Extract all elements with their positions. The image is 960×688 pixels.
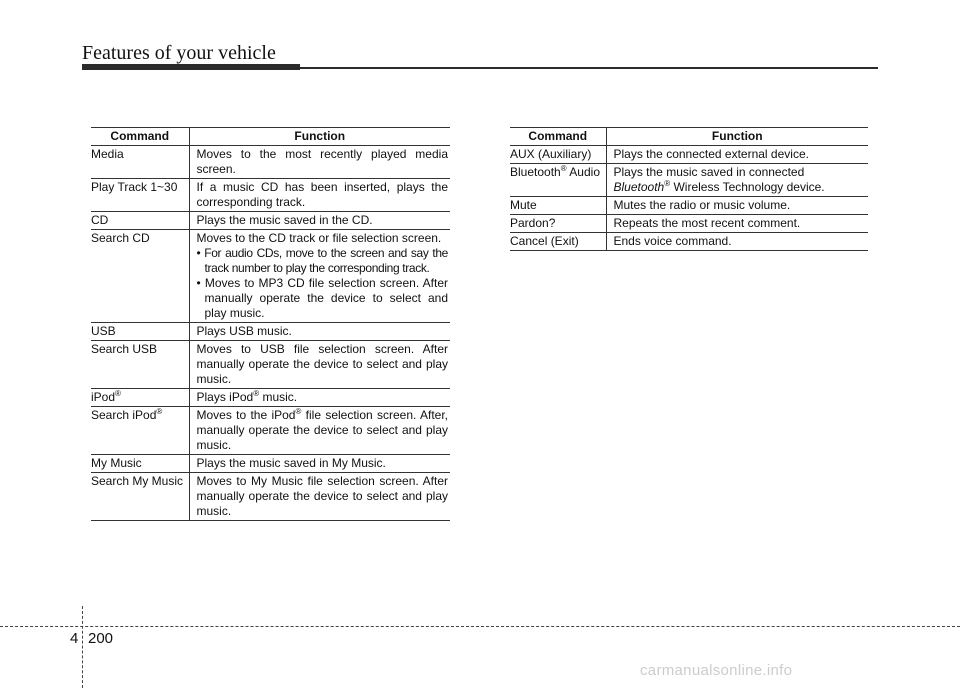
function-cell bbox=[606, 164, 868, 197]
table-row bbox=[91, 323, 450, 341]
table-row bbox=[91, 179, 450, 212]
table-row bbox=[91, 146, 450, 179]
function-cell: Moves to USB file selection screen. After manually operate the device to select and play music. bbox=[189, 341, 450, 389]
function-cell: Repeats the most recent comment. bbox=[606, 215, 868, 233]
column-header-function: Function bbox=[606, 128, 868, 146]
table-row bbox=[510, 215, 868, 233]
registered-mark: ® bbox=[664, 179, 671, 188]
function-cell: Plays the music saved in My Music. bbox=[189, 455, 450, 473]
page-number: 200 bbox=[88, 630, 114, 647]
table-row bbox=[91, 230, 450, 323]
table-row bbox=[91, 341, 450, 389]
registered-mark: ® bbox=[295, 407, 302, 416]
table-row bbox=[510, 197, 868, 215]
command-cell: Search My Music bbox=[91, 473, 189, 521]
column-header-function: Function bbox=[189, 128, 450, 146]
header-rule-thin bbox=[300, 67, 878, 69]
table-row bbox=[91, 455, 450, 473]
command-text: Bluetooth bbox=[510, 165, 561, 179]
command-text: iPod bbox=[91, 390, 116, 404]
function-text: Plays the music saved in connected bbox=[613, 165, 805, 179]
command-cell: My Music bbox=[91, 455, 189, 473]
command-cell: CD bbox=[91, 212, 189, 230]
command-text: Audio bbox=[566, 165, 600, 179]
function-text-italic: Bluetooth bbox=[613, 180, 665, 194]
registered-mark: ® bbox=[253, 389, 260, 398]
command-cell: Cancel (Exit) bbox=[510, 233, 606, 251]
bullet-icon: • bbox=[196, 276, 201, 290]
function-cell: Mutes the radio or music volume. bbox=[606, 197, 868, 215]
function-text: Wireless Technology device. bbox=[670, 180, 825, 194]
bullet-item bbox=[197, 246, 449, 276]
table-row bbox=[510, 146, 868, 164]
function-cell bbox=[189, 407, 450, 455]
command-cell: USB bbox=[91, 323, 189, 341]
footer-vertical-divider bbox=[82, 606, 83, 688]
table-header-row bbox=[510, 128, 868, 146]
command-cell: AUX (Auxiliary) bbox=[510, 146, 606, 164]
header-rule-thick bbox=[82, 64, 300, 70]
column-header-command: Command bbox=[510, 128, 606, 146]
function-cell bbox=[189, 389, 450, 407]
command-cell: Media bbox=[91, 146, 189, 179]
column-header-command: Command bbox=[91, 128, 189, 146]
bullet-text: Moves to MP3 CD file selection screen. After manually operate the device to select and play music. bbox=[204, 276, 448, 320]
command-cell bbox=[91, 407, 189, 455]
footer-divider bbox=[0, 626, 960, 627]
function-text: music. bbox=[259, 390, 298, 404]
chapter-number: 4 bbox=[70, 630, 79, 647]
command-cell: Play Track 1~30 bbox=[91, 179, 189, 212]
bullet-text: For audio CDs, move to the screen and say the track number to play the corresponding track. bbox=[204, 246, 449, 275]
table-row bbox=[91, 407, 450, 455]
function-text: Plays iPod bbox=[196, 390, 254, 404]
table-row bbox=[91, 473, 450, 521]
table-row bbox=[510, 233, 868, 251]
table-row bbox=[91, 389, 450, 407]
function-text: Moves to the CD track or file selection screen. bbox=[196, 231, 442, 245]
function-cell: Moves to My Music file selection screen. After manually operate the device to select and play music. bbox=[189, 473, 450, 521]
command-cell: Mute bbox=[510, 197, 606, 215]
command-cell: Search USB bbox=[91, 341, 189, 389]
registered-mark: ® bbox=[156, 407, 163, 416]
function-text: file selection screen. After, manually operate the device to select and play music. bbox=[196, 408, 448, 452]
table-header-row bbox=[91, 128, 450, 146]
command-cell: Pardon? bbox=[510, 215, 606, 233]
registered-mark: ® bbox=[560, 164, 567, 173]
command-text: Search iPod bbox=[91, 408, 157, 422]
page-header-title: Features of your vehicle bbox=[82, 42, 276, 64]
function-cell: Plays the connected external device. bbox=[606, 146, 868, 164]
command-cell: Search CD bbox=[91, 230, 189, 323]
watermark: carmanualsonline.info bbox=[640, 662, 793, 679]
function-cell: Ends voice command. bbox=[606, 233, 868, 251]
command-cell bbox=[91, 389, 189, 407]
registered-mark: ® bbox=[115, 389, 121, 398]
bullet-item bbox=[197, 276, 449, 321]
table-row bbox=[91, 212, 450, 230]
function-cell: If a music CD has been inserted, plays the corresponding track. bbox=[189, 179, 450, 212]
voice-command-table-right bbox=[510, 127, 868, 251]
bullet-icon: • bbox=[196, 246, 201, 260]
function-text: Moves to the iPod bbox=[196, 408, 296, 422]
table-row bbox=[510, 164, 868, 197]
function-cell: Plays the music saved in the CD. bbox=[189, 212, 450, 230]
command-cell bbox=[510, 164, 606, 197]
function-cell bbox=[189, 230, 450, 323]
voice-command-table-left bbox=[91, 127, 450, 521]
function-cell: Plays USB music. bbox=[189, 323, 450, 341]
function-cell: Moves to the most recently played media screen. bbox=[189, 146, 450, 179]
